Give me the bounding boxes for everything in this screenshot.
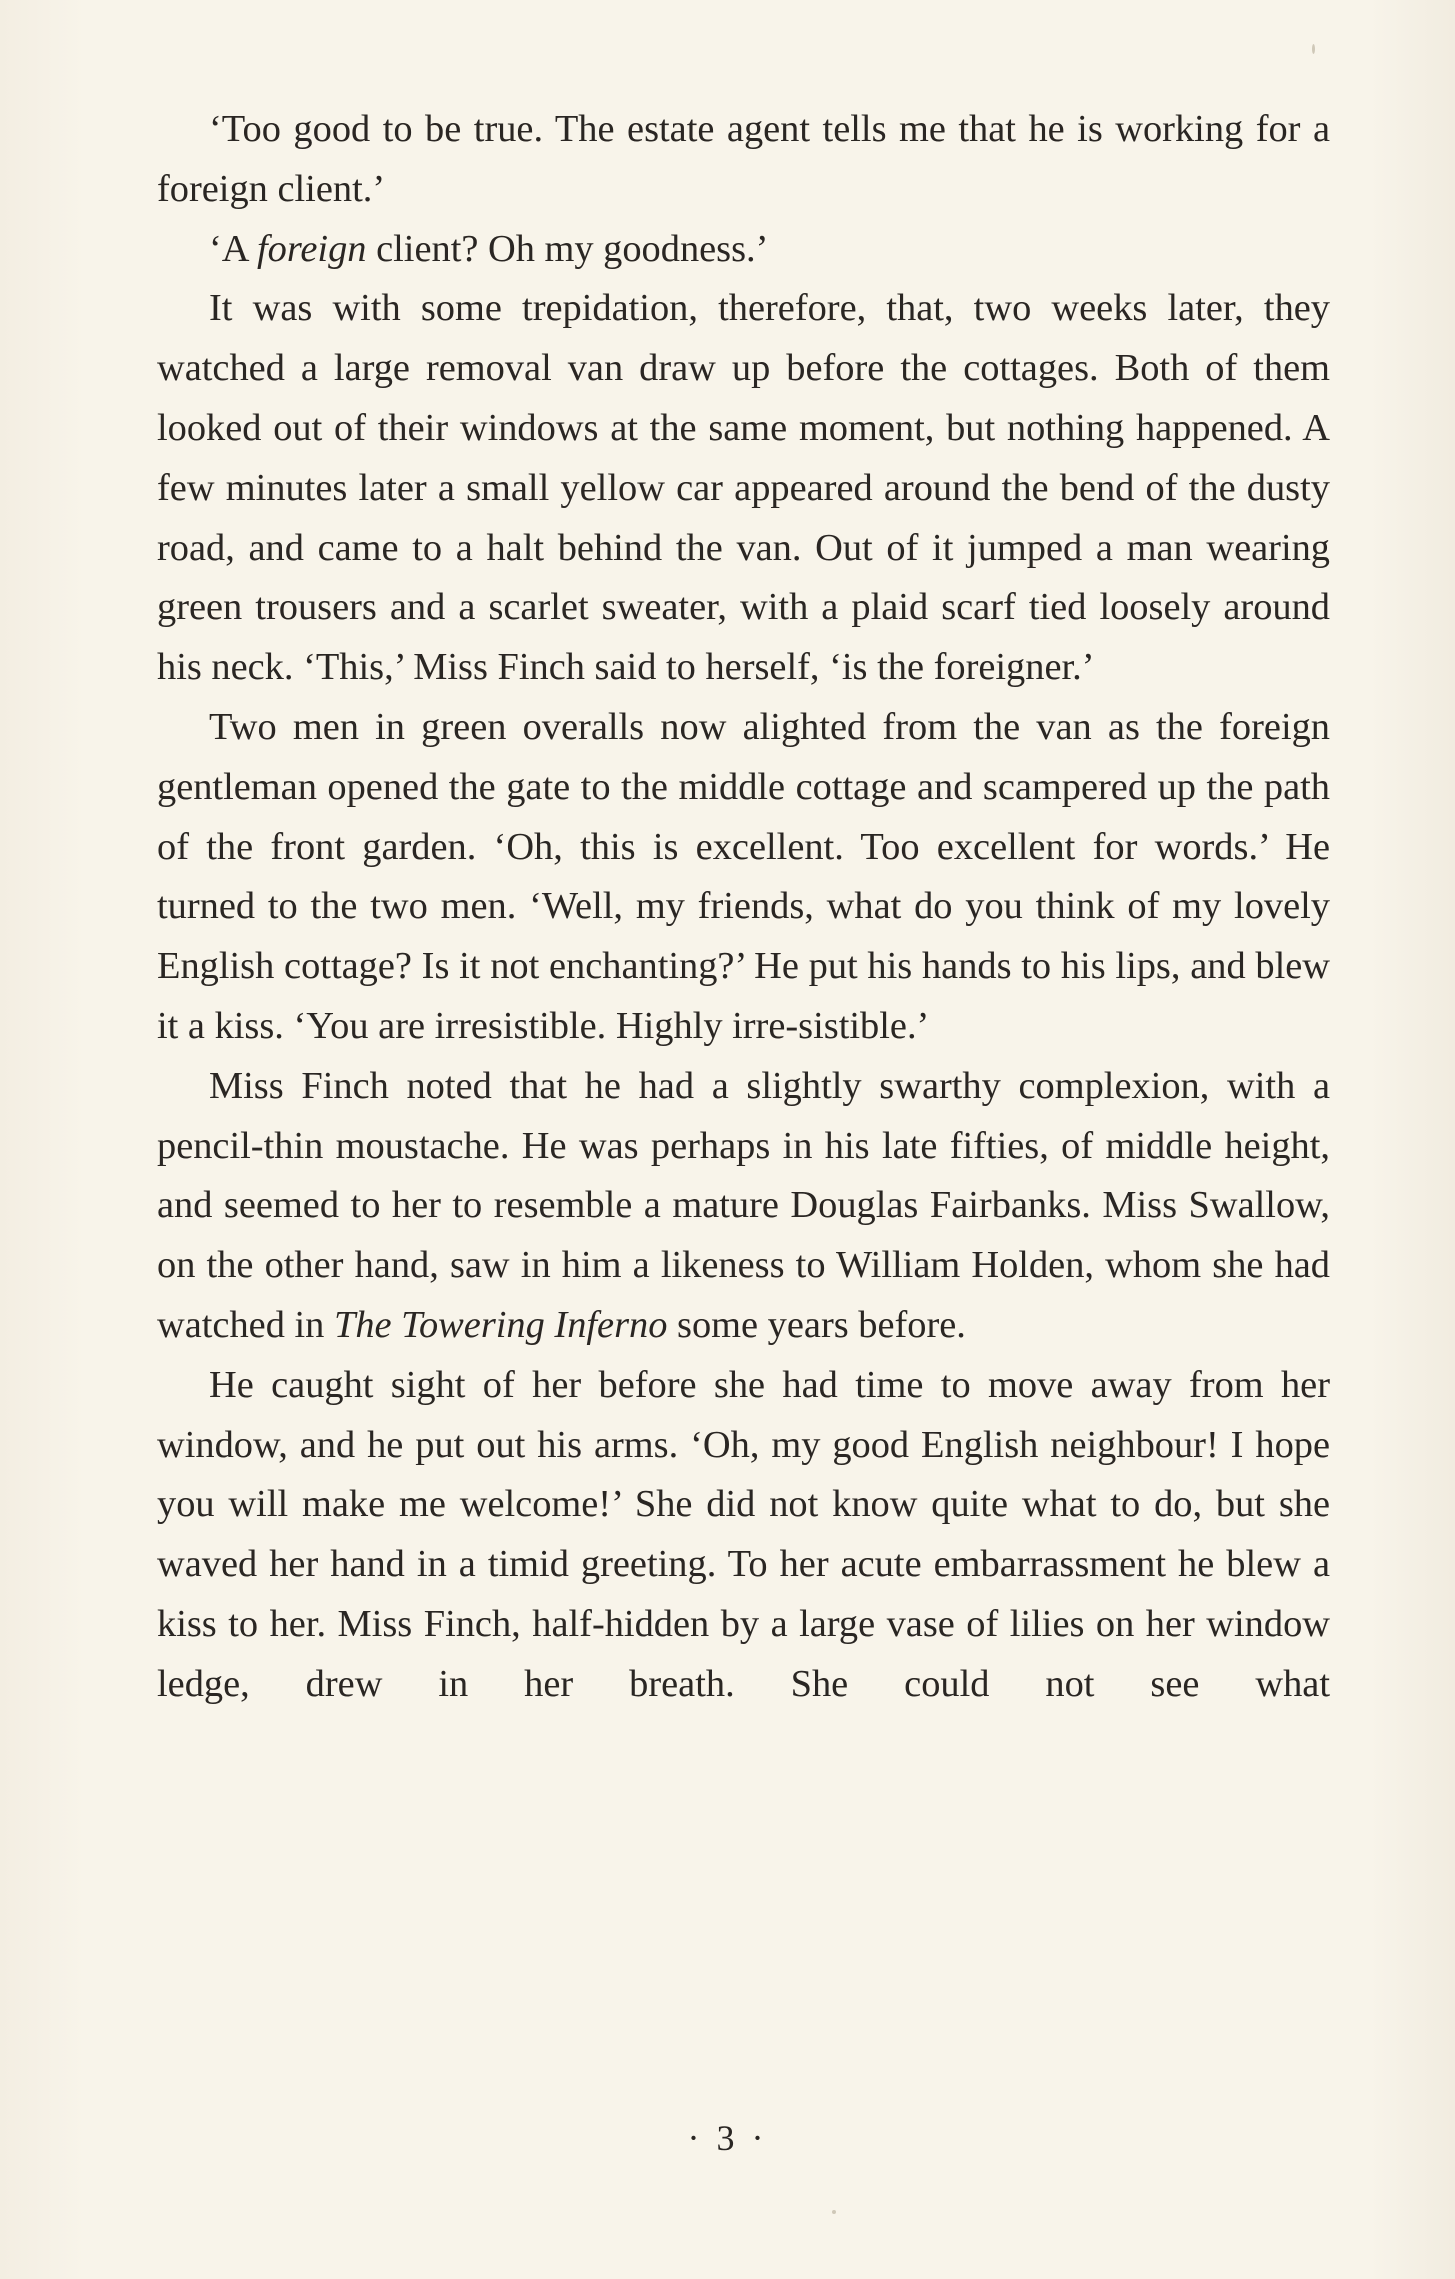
paragraph-2 [157,220,1330,280]
paragraph-2-italic: foreign [257,227,367,270]
paragraph-2-after: client? Oh my goodness.’ [366,227,769,270]
paragraph-3-text: It was with some trepidation, therefore, that, two weeks later, they watched a large removal van draw up before the cottages. Both of them looked out of their windows at the same moment, but nothing happened. A few minutes later a small yellow car appeared around the bend of the dusty road, and came to a halt behind the van. Out of it jumped a man wearing green trousers and a scarlet sweater, with a plaid scarf tied loosely around his neck. ‘This,’ Miss Finch said to herself, ‘is the foreigner.’ [157,287,1330,689]
paragraph-2-before: ‘A [209,227,257,270]
paragraph-4-text: Two men in green overalls now alighted from the van as the foreign gentleman opened the gate to the middle cottage and scampered up the path of the front garden. ‘Oh, this is excellent. Too excellent for words.’ He turned to the two men. ‘Well, my friends, what do you think of my lovely English cottage? Is it not enchanting?’ He put his hands to his lips, and blew it a kiss. ‘You are irresistible. Highly irre-sistible.’ [157,705,1330,1047]
paragraph-6 [157,1356,1330,1715]
paragraph-5-italic: The Towering Inferno [333,1303,668,1346]
paper-speck [1312,44,1315,54]
paragraph-1 [157,100,1330,220]
paragraph-1-text: ‘Too good to be true. The estate agent tells me that he is working for a foreign client.’ [157,108,1330,210]
paper-speck [832,2210,836,2214]
paragraph-4 [157,698,1330,1057]
paragraph-3 [157,279,1330,698]
paragraph-5-after: some years before. [667,1303,966,1346]
paragraph-5 [157,1057,1330,1356]
paragraph-5-before: Miss Finch noted that he had a slightly swarthy complexion, with a pencil-thin moustache. He was perhaps in his late fifties, of middle height, and seemed to her to resemble a mature Douglas Fairbanks. Miss Swallow, on the other hand, saw in him a likeness to William Holden, whom she had watched in [157,1064,1330,1346]
page-number: · 3 · [687,2118,768,2158]
paragraph-6-text: He caught sight of her before she had time to move away from her window, and he put out his arms. ‘Oh, my good English neighbour! I hope you will make me welcome!’ She did not know quite what to do, but she waved her hand in a timid greeting. To her acute embarrassment he blew a kiss to her. Miss Finch, half-hidden by a large vase of lilies on her window ledge, drew in her breath. She could not see what [157,1363,1330,1705]
body-text [157,100,1330,1715]
